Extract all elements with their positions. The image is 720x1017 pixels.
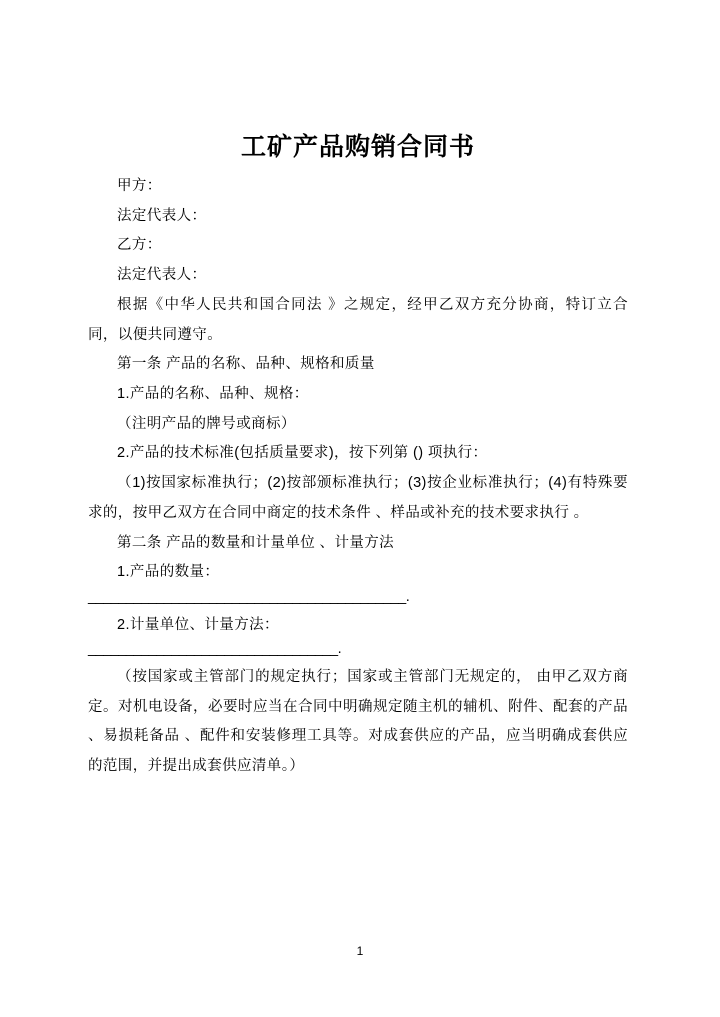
paragraph-preamble: 根据《中华人民共和国合同法 》之规定，经甲乙双方充分协商，特订立合同，以便共同遵守。 xyxy=(88,296,628,343)
heading-article-2: 第二条 产品的数量和计量单位 、计量方法 xyxy=(117,534,395,551)
paragraph-article-2-item-1: 1.产品的数量： xyxy=(117,564,220,581)
paragraph-article-2-item-2: 2.计量单位、计量方法： xyxy=(117,616,279,633)
paragraph-party-b: 乙方： xyxy=(117,237,162,254)
paragraph-party-a-rep: 法定代表人： xyxy=(117,207,207,224)
fill-in-blank-unit: _________________________________. xyxy=(88,641,342,658)
paragraph-party-b-rep: 法定代表人： xyxy=(117,267,207,284)
paragraph-article-1-item-1: 1.产品的名称、品种、规格： xyxy=(117,386,309,403)
page-number: 1 xyxy=(356,944,364,958)
paragraph-party-a: 甲方： xyxy=(117,178,162,194)
paragraph-article-2-note: （按国家或主管部门的规定执行；国家或主管部门无规定的， 由甲乙双方商定。对机电设备，必要时应当在合同中明确规定随主机的辅机、附件、配套的产品 、易损耗备品 、配件和安装修理工具等。对成套供应的产品，应当明确成套供应的范围，并提出成套供应清单。） xyxy=(88,668,628,775)
fill-in-blank-quantity: __________________________________________. xyxy=(88,589,410,606)
document-body xyxy=(88,0,628,1017)
paragraph-article-1-note: （注明产品的牌号或商标） xyxy=(117,415,296,432)
paragraph-article-1-item-2: 2.产品的技术标准(包括质量要求)，按下列第 () 项执行： xyxy=(117,445,488,462)
heading-article-1: 第一条 产品的名称、品种、规格和质量 xyxy=(117,356,375,373)
paragraph-article-1-item-2-detail: （1)按国家标准执行；(2)按部颁标准执行；(3)按企业标准执行；(4)有特殊要求的，按甲乙双方在合同中商定的技术条件 、样品或补充的技术要求执行 。 xyxy=(88,475,628,521)
page-title: 工矿产品购销合同书 xyxy=(240,133,475,161)
